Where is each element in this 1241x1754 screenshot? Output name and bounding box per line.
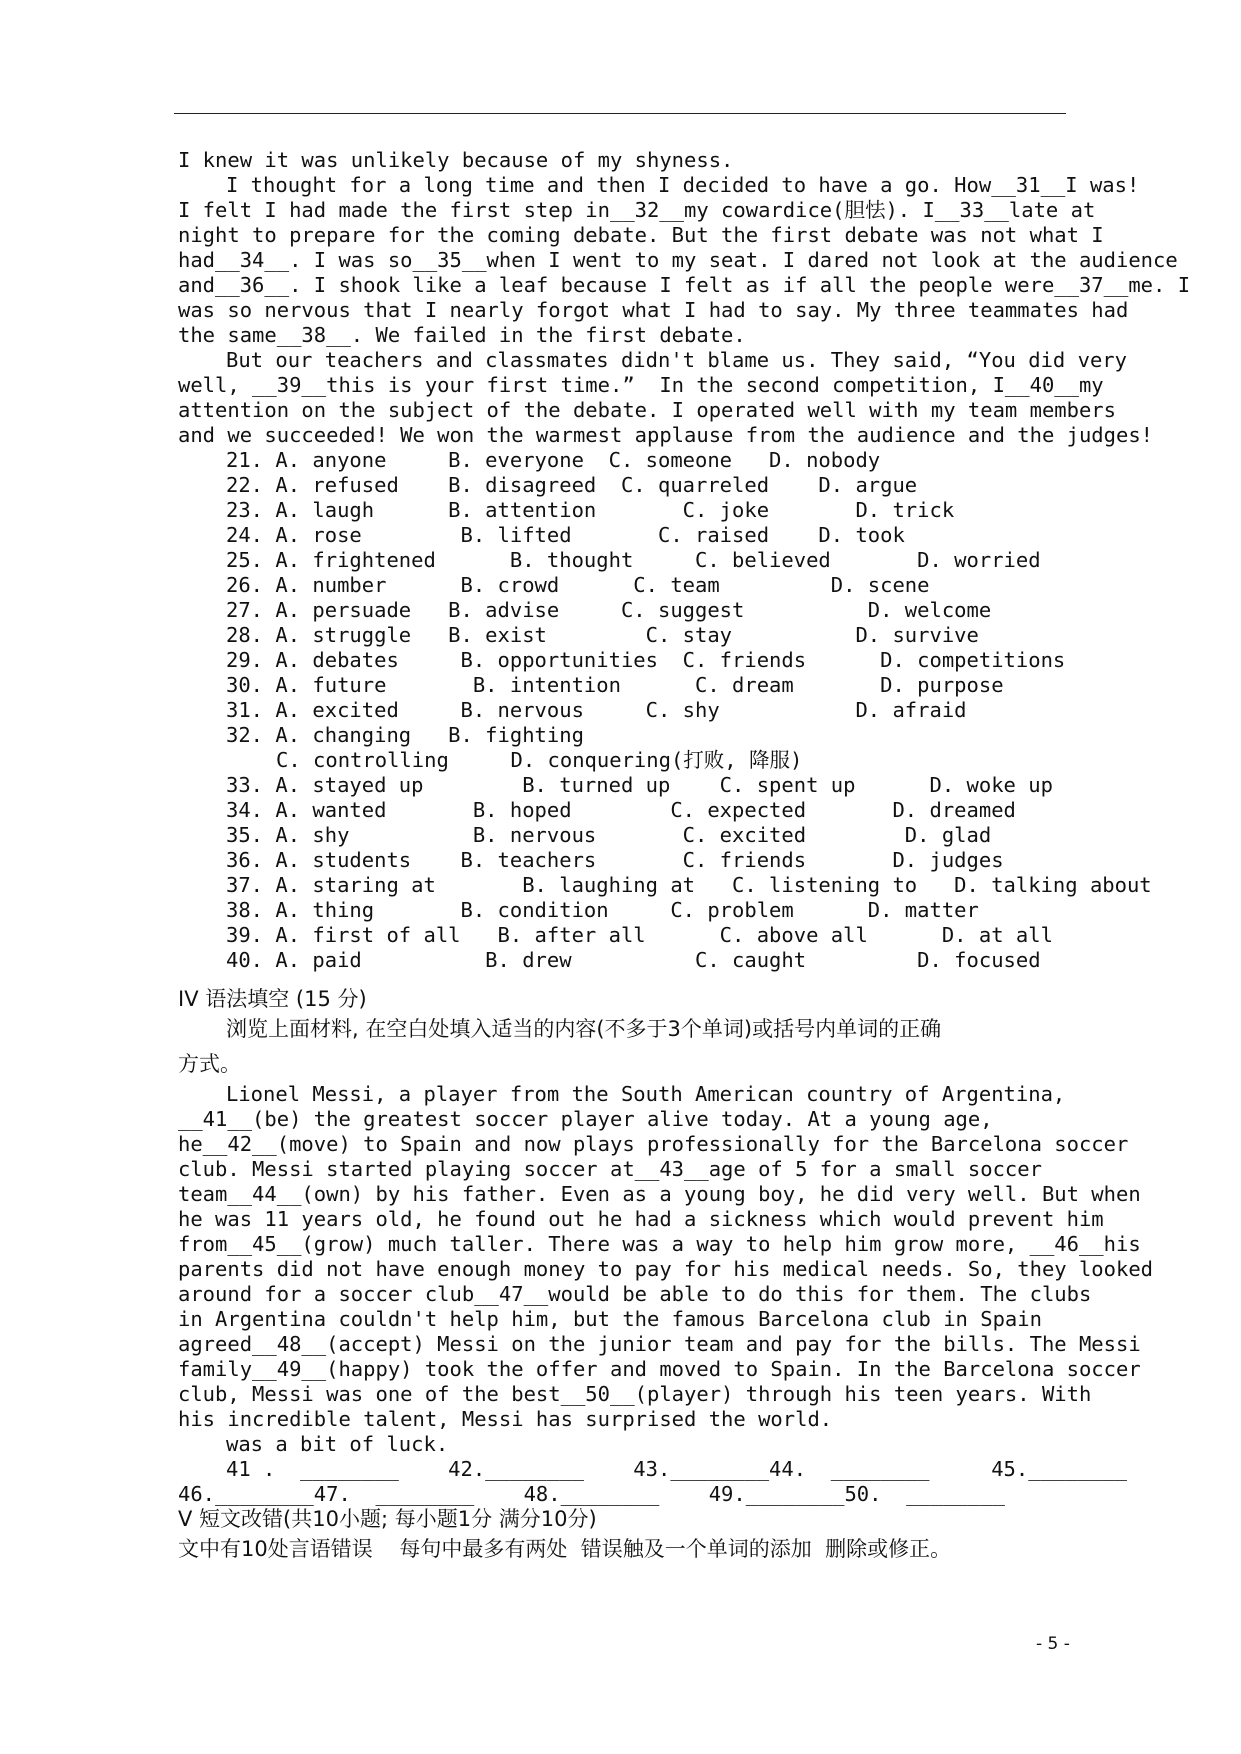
section-five-instruction: 文中有10处言语错误 每句中最多有两处 错误触及一个单词的添加 删除或修正。 <box>178 1537 952 1561</box>
passage-two-line: club. Messi started playing soccer at__43__age of 5 for a small soccer <box>178 1157 1042 1181</box>
page-number: - 5 - <box>1036 1634 1070 1654</box>
passage-two-line: in Argentina couldn't help him, but the famous Barcelona club in Spain <box>178 1307 1042 1331</box>
passage-one-line: and we succeeded! We won the warmest applause from the audience and the judges! <box>178 423 1154 447</box>
passage-two-line: from__45__(grow) much taller. There was a way to help him grow more, __46__his <box>178 1232 1141 1256</box>
passage-one-line: I knew it was unlikely because of my shyness. <box>178 148 734 172</box>
passage-one-line: But our teachers and classmates didn't blame us. They said, “You did very <box>226 348 1127 372</box>
passage-two-line: family__49__(happy) took the offer and moved to Spain. In the Barcelona soccer <box>178 1357 1141 1381</box>
option-row: 31. A. excited B. nervous C. shy D. afraid <box>226 698 967 722</box>
passage-two-line: club, Messi was one of the best__50__(player) through his teen years. With <box>178 1382 1092 1406</box>
option-row: 30. A. future B. intention C. dream D. purpose <box>226 673 1004 697</box>
passage-two-line: was a bit of luck. <box>226 1432 449 1456</box>
passage-one-line: I felt I had made the first step in__32__my cowardice(胆怯). I__33__late at <box>178 198 1096 222</box>
option-row: 29. A. debates B. opportunities C. friends D. competitions <box>226 648 1066 672</box>
option-row: 40. A. paid B. drew C. caught D. focused <box>226 948 1041 972</box>
option-row: 25. A. frightened B. thought C. believed D. worried <box>226 548 1041 572</box>
option-row: 39. A. first of all B. after all C. above all D. at all <box>226 923 1053 947</box>
option-row: 27. A. persuade B. advise C. suggest D. welcome <box>226 598 992 622</box>
passage-one-line: the same__38__. We failed in the first debate. <box>178 323 746 347</box>
option-row: 26. A. number B. crowd C. team D. scene <box>226 573 930 597</box>
answer-blanks-row: 41 . ________ 42.________ 43.________44. ________ 45.________ <box>226 1457 1127 1481</box>
passage-two-line: team__44__(own) by his father. Even as a young boy, he did very well. But when <box>178 1182 1141 1206</box>
passage-two-line: parents did not have enough money to pay for his medical needs. So, they looked <box>178 1257 1154 1281</box>
passage-one-line: I thought for a long time and then I decided to have a go. How__31__I was! <box>226 173 1140 197</box>
option-row: 32. A. changing B. fighting <box>226 723 584 747</box>
passage-one-line: attention on the subject of the debate. I operated well with my team members <box>178 398 1116 422</box>
passage-two <box>178 1082 1154 1457</box>
passage-one-line: well, __39__this is your first time.” In the second competition, I__40__my <box>178 373 1104 397</box>
passage-two-line: Lionel Messi, a player from the South American country of Argentina, <box>226 1082 1066 1106</box>
option-row: 23. A. laugh B. attention C. joke D. trick <box>226 498 955 522</box>
passage-one-line: had__34__. I was so__35__when I went to my seat. I dared not look at the audience <box>178 248 1178 272</box>
passage-one-line: night to prepare for the coming debate. But the first debate was not what I <box>178 223 1104 247</box>
passage-two-line: around for a soccer club__47__would be able to do this for them. The clubs <box>178 1282 1092 1306</box>
option-row: 36. A. students B. teachers C. friends D. judges <box>226 848 1004 872</box>
option-row: C. controlling D. conquering(打败, 降服) <box>276 748 803 772</box>
options-list <box>178 448 1152 973</box>
section-four-title: IV 语法填空 (15 分) <box>178 987 367 1011</box>
option-row: 22. A. refused B. disagreed C. quarreled D. argue <box>226 473 918 497</box>
passage-one-line: and__36__. I shook like a leaf because I felt as if all the people were__37__me. I <box>178 273 1191 297</box>
option-row: 24. A. rose B. lifted C. raised D. took <box>226 523 905 547</box>
passage-two-line: he was 11 years old, he found out he had a sickness which would prevent him <box>178 1207 1104 1231</box>
passage-two-line: his incredible talent, Messi has surprised the world. <box>178 1407 833 1431</box>
passage-two-line: he__42__(move) to Spain and now plays professionally for the Barcelona soccer <box>178 1132 1129 1156</box>
section-four-instruction: 浏览上面材料, 在空白处填入适当的内容(不多于3个单词)或括号内单词的正确 <box>226 1017 942 1041</box>
section-four-instruction: 方式。 <box>178 1052 241 1076</box>
answer-blanks-row: 46.________47. ________ 48.________ 49.________50. ________ <box>178 1482 1005 1506</box>
option-row: 37. A. staring at B. laughing at C. listening to D. talking about <box>226 873 1152 897</box>
passage-one-line: was so nervous that I nearly forgot what I had to say. My three teammates had <box>178 298 1129 322</box>
passage-two-line: __41__(be) the greatest soccer player alive today. At a young age, <box>178 1107 993 1131</box>
option-row: 35. A. shy B. nervous C. excited D. glad <box>226 823 992 847</box>
option-row: 34. A. wanted B. hoped C. expected D. dreamed <box>226 798 1016 822</box>
header-rule <box>174 113 1066 114</box>
option-row: 28. A. struggle B. exist C. stay D. survive <box>226 623 979 647</box>
passage-one <box>178 148 1191 448</box>
section-five-title: V 短文改错(共10小题; 每小题1分 满分10分) <box>178 1507 597 1531</box>
spacer <box>178 973 1138 987</box>
page-content <box>178 148 1191 1567</box>
option-row: 33. A. stayed up B. turned up C. spent up D. woke up <box>226 773 1053 797</box>
option-row: 38. A. thing B. condition C. problem D. matter <box>226 898 979 922</box>
passage-two-line: agreed__48__(accept) Messi on the junior team and pay for the bills. The Messi <box>178 1332 1141 1356</box>
option-row: 21. A. anyone B. everyone C. someone D. nobody <box>226 448 881 472</box>
